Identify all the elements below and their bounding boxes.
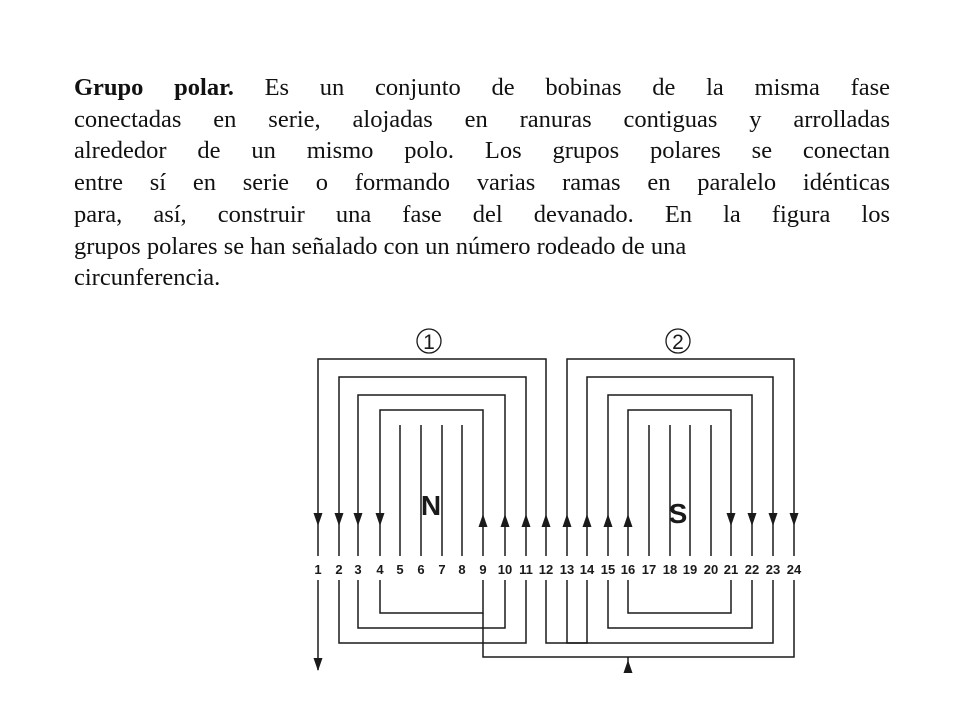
slot-number-22: 22 (744, 562, 760, 577)
slot-number-13: 13 (559, 562, 575, 577)
slot-number-19: 19 (682, 562, 698, 577)
slot-number-6: 6 (417, 562, 425, 577)
paragraph-line-2: conectadas en serie, alojadas en ranuras contiguas y arrolladas (74, 105, 890, 133)
slot-number-7: 7 (438, 562, 446, 577)
paragraph-line-4: entre sí en serie o formando varias ramas en paralelo idénticas (74, 169, 890, 197)
slot-number-24: 24 (786, 562, 802, 577)
slot-number-3: 3 (354, 562, 362, 577)
slot-number-4: 4 (376, 562, 384, 577)
slot-number-5: 5 (396, 562, 404, 577)
slot-number-9: 9 (479, 562, 487, 577)
slot-number-1: 1 (314, 562, 322, 577)
slot-number-16: 16 (620, 562, 636, 577)
heading-grupo-polar: Grupo polar. (74, 74, 234, 101)
group-2-label: 2 (672, 331, 684, 354)
pole-n-label: N (420, 490, 442, 521)
paragraph-line-3: alrededor de un mismo polo. Los grupos polares se conectan (74, 137, 890, 165)
slot-number-8: 8 (458, 562, 466, 577)
slot-number-11: 11 (519, 562, 533, 577)
slot-number-15: 15 (600, 562, 616, 577)
slot-number-20: 20 (703, 562, 719, 577)
paragraph-line-6: grupos polares se han señalado con un número rodeado de una (74, 232, 687, 260)
diagram-background (306, 326, 820, 684)
slot-number-12: 12 (538, 562, 554, 577)
slot-number-17: 17 (641, 562, 657, 577)
slot-number-2: 2 (335, 562, 343, 577)
group-1-label: 1 (423, 331, 435, 354)
slot-number-18: 18 (662, 562, 678, 577)
paragraph-line-5: para, así, construir una fase del devanado. En la figura los (74, 200, 890, 228)
pole-s-label: S (668, 498, 688, 529)
paragraph-line-7: circunferencia. (74, 264, 221, 292)
slot-number-10: 10 (497, 562, 513, 577)
slot-number-14: 14 (579, 562, 595, 577)
paragraph-line-1-text: Es un conjunto de bobinas de la misma fase (264, 74, 891, 101)
slot-number-23: 23 (765, 562, 781, 577)
slot-number-21: 21 (723, 562, 739, 577)
